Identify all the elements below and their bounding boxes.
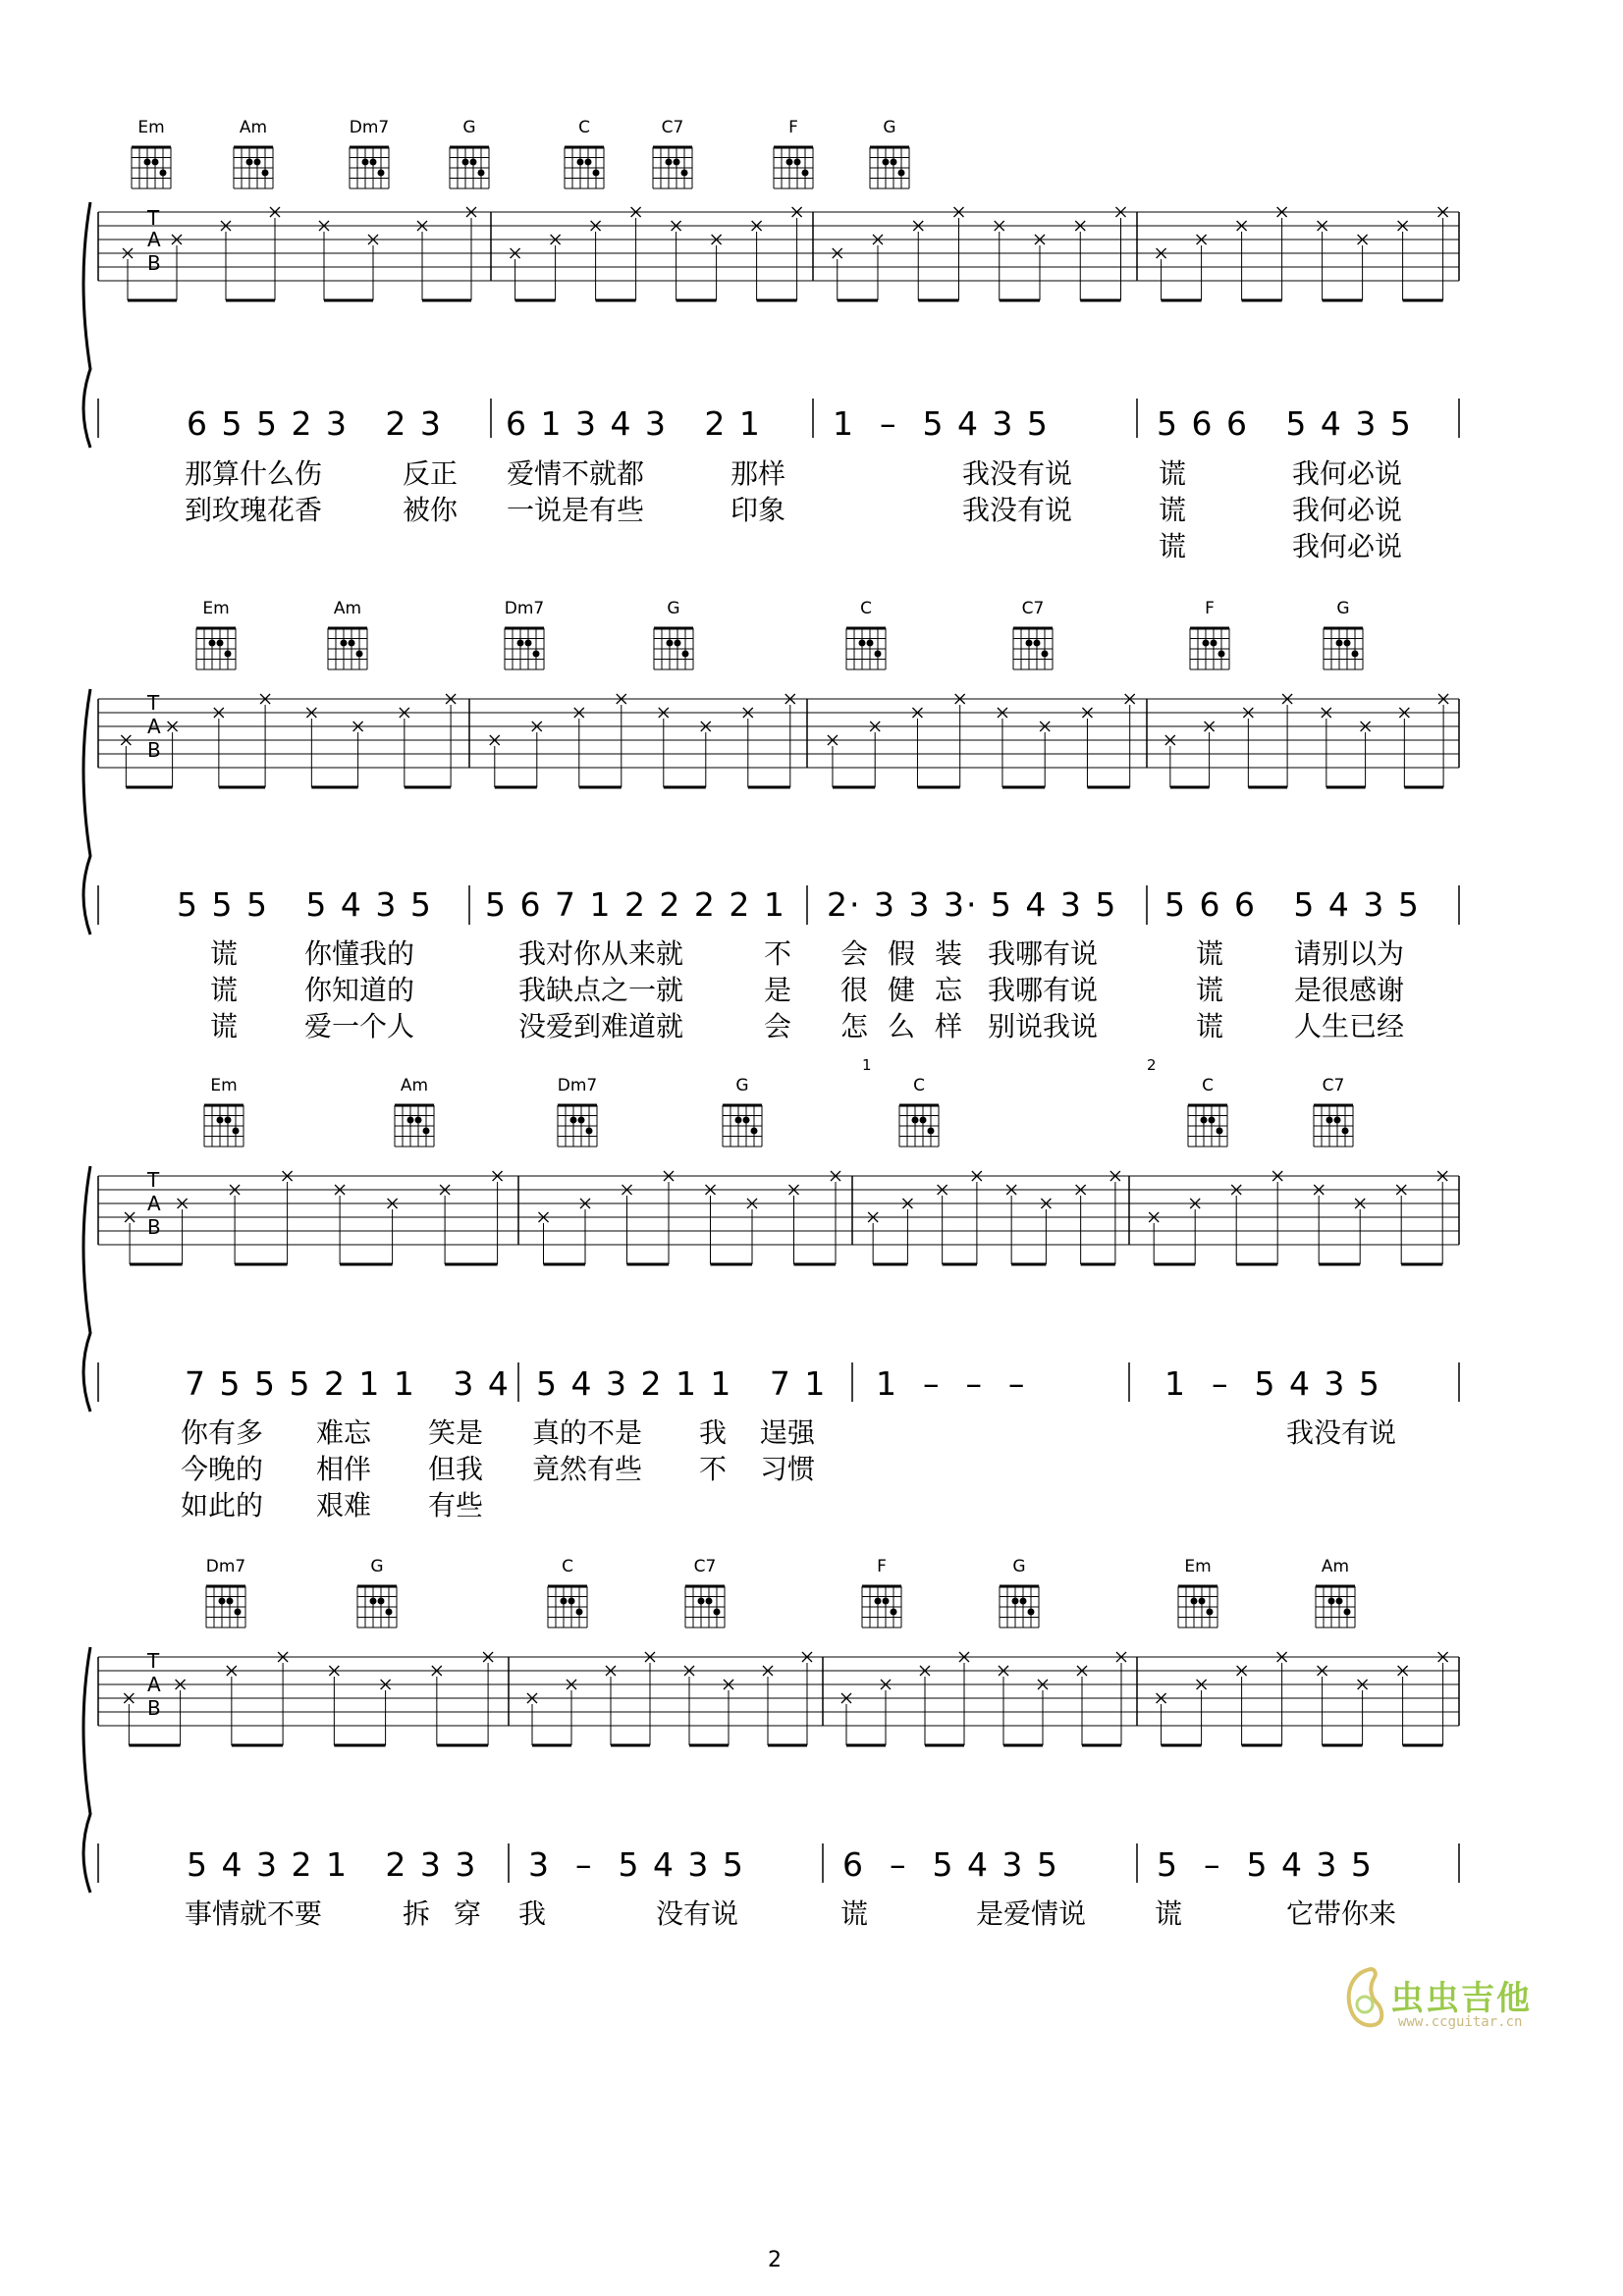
chord-name: Em: [210, 1076, 238, 1095]
lyric-text: 但我: [428, 1453, 484, 1485]
lyric-text: 没爱到难道就: [518, 1010, 684, 1042]
lyric-text: 艰难: [316, 1489, 372, 1522]
chord-name: G: [883, 118, 896, 137]
lyric-text: 有些: [428, 1489, 484, 1522]
lyric-text: 谎: [1159, 530, 1187, 562]
lyric-text: 是很感谢: [1294, 974, 1405, 1006]
chord-name: G: [1336, 599, 1350, 618]
numbered-notation-measure: 3 – 5 4 3 5: [528, 1845, 745, 1884]
lyric-text: 谎: [1159, 494, 1187, 526]
lyric-text: 你有多: [181, 1416, 264, 1449]
chord-name: G: [1012, 1557, 1026, 1576]
lyric-text: 是爱情说: [976, 1897, 1087, 1930]
tab-letter-a: A: [147, 1673, 161, 1696]
lyric-text: 谎: [1196, 937, 1224, 970]
lyric-text: 如此的: [181, 1489, 264, 1522]
tab-letter-b: B: [147, 738, 161, 762]
tab-letter-b: B: [147, 1696, 161, 1720]
lyric-text: 被你: [403, 494, 459, 526]
lyric-text: 我何必说: [1292, 457, 1403, 490]
tab-letter-a: A: [147, 1192, 161, 1215]
numbered-notation-measure: 5 5 5 5 4 3 5: [177, 885, 433, 924]
lyric-text: 不: [699, 1453, 728, 1485]
lyric-text: 我哪有说: [988, 937, 1099, 970]
lyric-text: 我对你从来就: [518, 937, 684, 970]
lyric-text: 爱一个人: [304, 1010, 415, 1042]
lyric-text: 印象: [730, 494, 786, 526]
chord-name: C: [578, 118, 590, 137]
tab-letter-t: T: [147, 691, 160, 715]
lyric-text: 我没有说: [1286, 1416, 1397, 1449]
chord-name: G: [667, 599, 680, 618]
lyric-text: 到玫瑰花香: [185, 494, 323, 526]
numbered-notation-measure: 5 6 6 5 4 3 5: [1157, 404, 1413, 443]
chord-name: Am: [239, 118, 268, 137]
lyric-text: 你知道的: [304, 974, 415, 1006]
lyric-text: 那算什么伤: [185, 457, 323, 490]
lyric-text: 怎: [840, 1010, 869, 1042]
lyric-text: 谎: [1196, 1010, 1224, 1042]
lyric-text: 谎: [210, 1010, 239, 1042]
lyric-text: 我何必说: [1292, 494, 1403, 526]
lyric-text: 拆: [403, 1897, 431, 1930]
site-logo: [1341, 1963, 1577, 2042]
lyric-text: 是: [764, 974, 792, 1006]
numbered-notation-measure: 7 5 5 5 2 1 1 3 4: [185, 1364, 511, 1403]
lyric-text: 请别以为: [1294, 937, 1405, 970]
lyric-text: 逞强: [760, 1416, 816, 1449]
lyric-text: 没有说: [656, 1897, 739, 1930]
chord-name: Em: [137, 118, 165, 137]
lyric-text: 我: [518, 1897, 547, 1930]
lyric-text: 你懂我的: [304, 937, 415, 970]
lyric-text: 谎: [1159, 457, 1187, 490]
lyric-text: 它带你来: [1286, 1897, 1397, 1930]
numbered-notation-measure: 1 – 5 4 3 5: [833, 404, 1050, 443]
lyric-text: 今晚的: [181, 1453, 264, 1485]
chord-name: F: [1205, 599, 1215, 618]
numbered-notation-measure: 1 – – –: [876, 1364, 1027, 1403]
lyric-text: 那样: [730, 457, 786, 490]
chord-name: F: [877, 1557, 887, 1576]
lyric-text: 习惯: [760, 1453, 816, 1485]
lyric-text: 笑是: [428, 1416, 484, 1449]
lyric-text: 我何必说: [1292, 530, 1403, 562]
chord-name: C7: [1322, 1076, 1345, 1095]
lyric-text: 谎: [840, 1897, 869, 1930]
tab-letter-a: A: [147, 715, 161, 738]
lyric-text: 我没有说: [962, 494, 1073, 526]
logo-url: www.ccguitar.cn: [1398, 2014, 1523, 2030]
chord-name: C: [1202, 1076, 1214, 1095]
lyric-text: 不: [764, 937, 792, 970]
lyric-text: 我没有说: [962, 457, 1073, 490]
numbered-notation-measure: 6 – 5 4 3 5: [842, 1845, 1059, 1884]
chord-name: Dm7: [205, 1557, 246, 1576]
lyric-text: 我缺点之一就: [518, 974, 684, 1006]
lyric-text: 么: [888, 1010, 916, 1042]
page-number: 2: [768, 2248, 782, 2272]
chord-name: C7: [693, 1557, 717, 1576]
lyric-text: 我哪有说: [988, 974, 1099, 1006]
chord-name: C7: [661, 118, 684, 137]
lyric-text: 反正: [403, 457, 459, 490]
numbered-notation-measure: 5 4 3 2 1 1 7 1: [536, 1364, 828, 1403]
lyric-text: 人生已经: [1294, 1010, 1405, 1042]
tab-letter-a: A: [147, 228, 161, 251]
lyric-text: 会: [764, 1010, 792, 1042]
lyric-text: 健: [888, 974, 916, 1006]
lyric-text: 别说我说: [988, 1010, 1099, 1042]
lyric-text: 忘: [935, 974, 963, 1006]
tab-letter-t: T: [147, 1649, 160, 1673]
lyric-text: 谎: [210, 937, 239, 970]
lyric-text: 相伴: [316, 1453, 372, 1485]
chord-name: F: [788, 118, 798, 137]
chord-name: Dm7: [349, 118, 390, 137]
tab-letter-t: T: [147, 206, 160, 230]
lyric-text: 会: [840, 937, 869, 970]
numbered-notation-measure: 5 4 3 2 1 2 3 3: [187, 1845, 478, 1884]
chord-name: Dm7: [504, 599, 545, 618]
numbered-notation-measure: 6 1 3 4 3 2 1: [506, 404, 762, 443]
lyric-text: 竟然有些: [532, 1453, 643, 1485]
lyric-text: 谎: [1196, 974, 1224, 1006]
numbered-notation-measure: 1 – 5 4 3 5: [1164, 1364, 1381, 1403]
numbered-notation-measure: 6 5 5 2 3 2 3: [187, 404, 443, 443]
chord-name: Am: [1321, 1557, 1350, 1576]
numbered-notation-measure: 5 6 7 1 2 2 2 2 1: [485, 885, 786, 924]
numbered-notation-measure: 2· 3 3 3· 5 4 3 5: [827, 885, 1118, 924]
chord-name: Dm7: [557, 1076, 598, 1095]
lyric-text: 装: [935, 937, 963, 970]
chord-name: C: [860, 599, 872, 618]
numbered-notation-measure: 5 6 6 5 4 3 5: [1164, 885, 1421, 924]
tab-letter-t: T: [147, 1168, 160, 1192]
lyric-text: 真的不是: [532, 1416, 643, 1449]
volta-1-label: 1: [862, 1056, 872, 1074]
tab-letter-b: B: [147, 251, 161, 275]
chord-name: C: [913, 1076, 925, 1095]
chord-name: Em: [1184, 1557, 1212, 1576]
lyric-text: 很: [840, 974, 869, 1006]
chord-name: Am: [400, 1076, 429, 1095]
lyric-text: 一说是有些: [507, 494, 645, 526]
lyric-text: 样: [935, 1010, 963, 1042]
chord-name: C: [562, 1557, 573, 1576]
numbered-notation-measure: 5 – 5 4 3 5: [1157, 1845, 1374, 1884]
lyric-text: 我: [699, 1416, 728, 1449]
lyric-text: 谎: [210, 974, 239, 1006]
lyric-text: 谎: [1155, 1897, 1183, 1930]
lyric-text: 爱情不就都: [507, 457, 645, 490]
chord-name: Em: [202, 599, 230, 618]
chord-name: G: [735, 1076, 749, 1095]
chord-name: G: [370, 1557, 384, 1576]
chord-name: C7: [1021, 599, 1045, 618]
volta-2-label: 2: [1147, 1056, 1157, 1074]
logo-text: 虫虫吉他: [1390, 1979, 1532, 2018]
lyric-text: 穿: [454, 1897, 482, 1930]
lyric-text: 事情就不要: [185, 1897, 323, 1930]
lyric-text: 假: [888, 937, 916, 970]
chord-name: G: [462, 118, 476, 137]
lyric-text: 难忘: [316, 1416, 372, 1449]
chord-name: Am: [333, 599, 362, 618]
tab-letter-b: B: [147, 1215, 161, 1239]
